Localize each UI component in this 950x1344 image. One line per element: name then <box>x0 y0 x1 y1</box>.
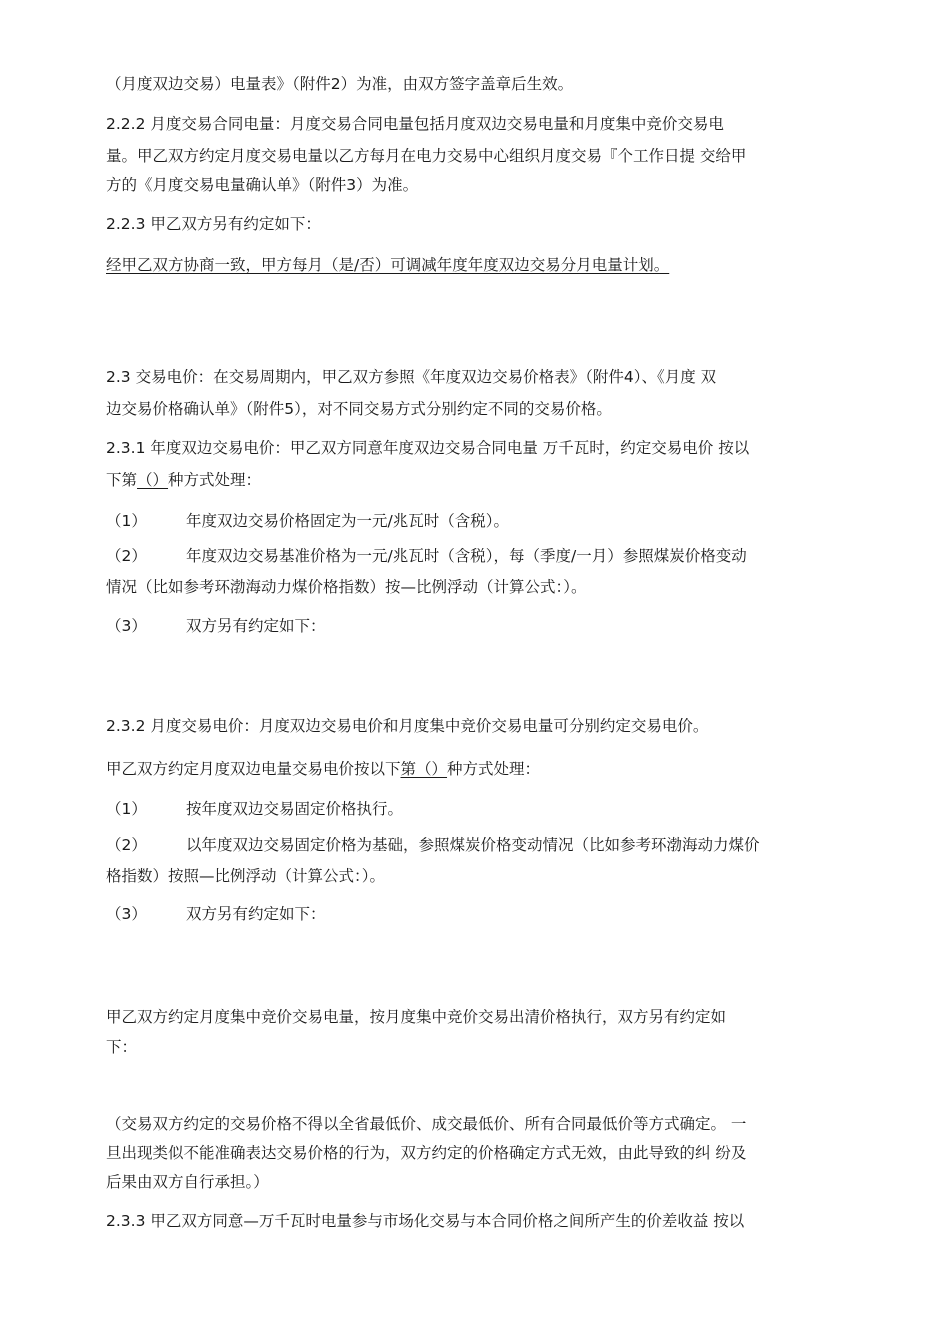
clause-2-3-1-line-2 <box>106 468 866 492</box>
option-number: （1） <box>106 800 147 818</box>
option-number: （2） <box>106 836 147 854</box>
monthly-option-2-continued: 格指数）按照—比例浮动（计算公式：）。 <box>106 867 386 885</box>
price-note-line-2: 旦出现类似不能准确表达交易价格的行为，双方约定的价格确定方式无效，由此导致的纠 纷及 <box>106 1144 747 1162</box>
clause-2-2-2-line-3: 方的《月度交易电量确认单》（附件3）为准。 <box>106 176 419 194</box>
option-2-continued: 情况（比如参考环渤海动力煤价格指数）按—比例浮动（计算公式：）。 <box>106 578 587 596</box>
option-number: （3） <box>106 617 147 635</box>
clause-2-2-3-heading: 2.2.3 甲乙双方另有约定如下： <box>106 215 321 233</box>
clause-2-3-3-line-1: 2.3.3 甲乙双方同意—万千瓦时电量参与市场化交易与本合同价格之间所产生的价差收益 按以 <box>106 1212 745 1230</box>
option-number: （1） <box>106 512 147 530</box>
clause-2-2-2-line-2: 量。甲乙双方约定月度交易电量以乙方每月在电力交易中心组织月度交易『个工作日提 交给甲 <box>106 147 747 165</box>
option-number: （3） <box>106 905 147 923</box>
clause-2-2-2-line-1: 2.2.2 月度交易合同电量：月度交易合同电量包括月度双边交易电量和月度集中竞价交易电 <box>106 115 724 133</box>
text-line: （月度双边交易）电量表》（附件2）为准，由双方签字盖章后生效。 <box>106 75 574 93</box>
option-text: 以年度双边交易固定价格为基础，参照煤炭价格变动情况（比如参考环渤海动力煤价 <box>186 836 760 854</box>
option-text: 年度双边交易价格固定为一元/兆瓦时（含税）。 <box>186 512 509 530</box>
option-text: 按年度双边交易固定价格执行。 <box>186 800 404 818</box>
option-text: 双方另有约定如下： <box>186 617 326 635</box>
monthly-option-1 <box>106 797 866 821</box>
clause-2-2-3-agreement: 经甲乙双方协商一致，甲方每月（是/否）可调减年度年度双边交易分月电量计划。 <box>106 256 670 274</box>
option-number: （2） <box>106 547 147 565</box>
clause-2-3-line-2: 边交易价格确认单》（附件5），对不同交易方式分别约定不同的交易价格。 <box>106 400 612 418</box>
option-1 <box>106 509 866 533</box>
price-note-line-3: 后果由双方自行承担。） <box>106 1173 269 1191</box>
centralized-bidding-line-1: 甲乙双方约定月度集中竞价交易电量，按月度集中竞价交易出清价格执行，双方另有约定如 <box>106 1008 727 1026</box>
option-2 <box>106 544 866 568</box>
text-fragment: 种方式处理： <box>168 471 262 489</box>
blank-field: （） <box>137 471 169 489</box>
text-fragment: 下第 <box>106 471 138 489</box>
clause-2-3-1-line-1: 2.3.1 年度双边交易电价：甲乙双方同意年度双边交易合同电量 万千瓦时，约定交易电价 按以 <box>106 439 750 457</box>
option-text: 双方另有约定如下： <box>186 905 326 923</box>
option-text: 年度双边交易基准价格为一元/兆瓦时（含税），每（季度/一月）参照煤炭价格变动 <box>186 547 747 565</box>
monthly-option-3 <box>106 902 866 926</box>
price-note-line-1: （交易双方约定的交易价格不得以全省最低价、成交最低价、所有合同最低价等方式确定。 一 <box>106 1115 747 1133</box>
monthly-option-2 <box>106 833 866 857</box>
clause-2-3-line-1: 2.3 交易电价：在交易周期内，甲乙双方参照《年度双边交易价格表》（附件4）、《月度 双 <box>106 368 717 386</box>
blank-field: 第（） <box>400 760 448 778</box>
text-fragment: 甲乙双方约定月度双边电量交易电价按以下 <box>106 760 401 778</box>
option-3 <box>106 614 866 638</box>
text-fragment: 种方式处理： <box>447 760 541 778</box>
centralized-bidding-line-2: 下： <box>106 1038 138 1056</box>
clause-2-3-2-line-2 <box>106 757 866 781</box>
clause-2-3-2-heading: 2.3.2 月度交易电价：月度双边交易电价和月度集中竞价交易电量可分别约定交易电价。 <box>106 717 709 735</box>
